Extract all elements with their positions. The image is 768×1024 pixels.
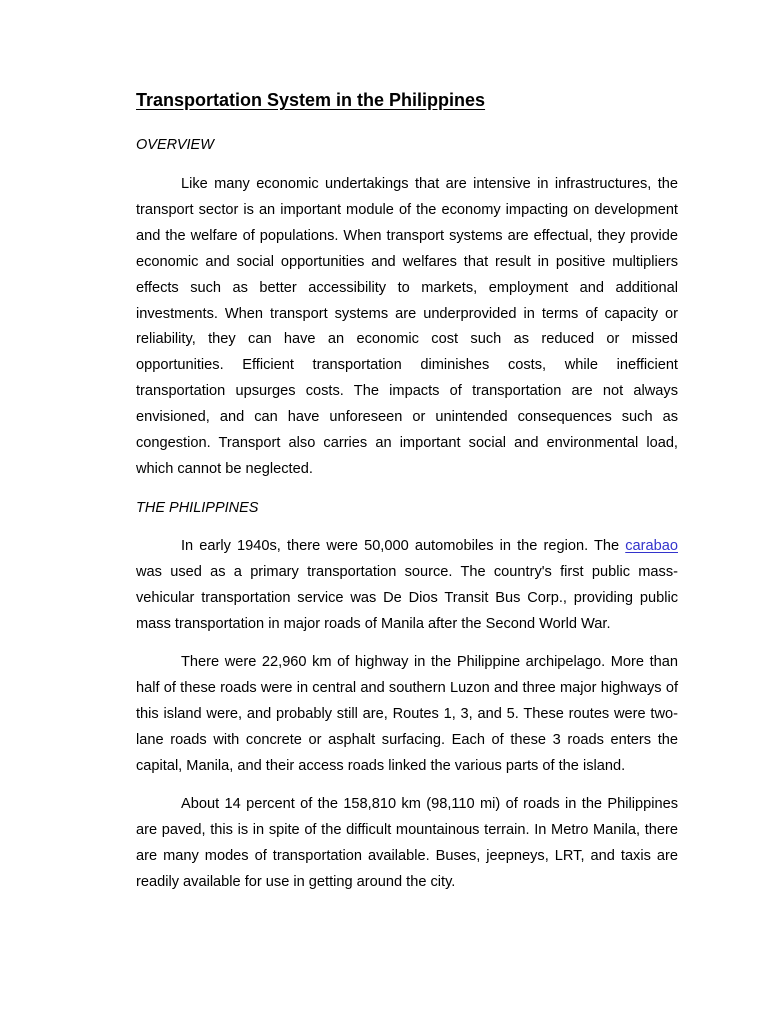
paragraph-text: In early 1940s, there were 50,000 automobiles in the region. The <box>181 538 626 554</box>
philippines-paragraph-3: About 14 percent of the 158,810 km (98,110 mi) of roads in the Philippines are paved, this is in spite of the difficult mountainous terrain. In Metro Manila, there are many modes of transportation available. Buses, jeepneys, LRT, and taxis are readily available for use in getting around the city. <box>136 796 678 890</box>
philippines-paragraph-1 <box>136 534 678 638</box>
document-title: Transportation System in the Philippines <box>136 90 486 110</box>
philippines-paragraph-2: There were 22,960 km of highway in the Philippine archipelago. More than half of these roads were in central and southern Luzon and three major highways of this island were, and probably still are, Routes 1, 3, and 5. These routes were two-lane roads with concrete or asphalt surfacing. Each of these 3 roads enters the capital, Manila, and their access roads linked the various parts of the island. <box>136 654 678 774</box>
paragraph-text: was used as a primary transportation source. The country's first public mass-vehicular transportation service was De Dios Transit Bus Corp., providing public mass transportation in major roads of Manila after the Second World War. <box>136 563 678 632</box>
carabao-link[interactable]: carabao <box>625 538 678 554</box>
section-heading-philippines: THE PHILIPPINES <box>136 500 259 516</box>
section-heading-overview: OVERVIEW <box>136 137 214 153</box>
overview-paragraph: Like many economic undertakings that are intensive in infrastructures, the transport sector is an important module of the economy impacting on development and the welfare of populations. When transport systems are effectual, they provide economic and social opportunities and welfares that result in positive multipliers effects such as better accessibility to markets, employment and additional investments. When transport systems are underprovided in terms of capacity or reliability, they can have an economic cost such as reduced or missed opportunities. Efficient transportation diminishes costs, while inefficient transportation upsurges costs. The impacts of transportation are not always envisioned, and can have unforeseen or unintended consequences such as congestion. Transport also carries an important social and environmental load, which cannot be neglected. <box>136 176 678 477</box>
